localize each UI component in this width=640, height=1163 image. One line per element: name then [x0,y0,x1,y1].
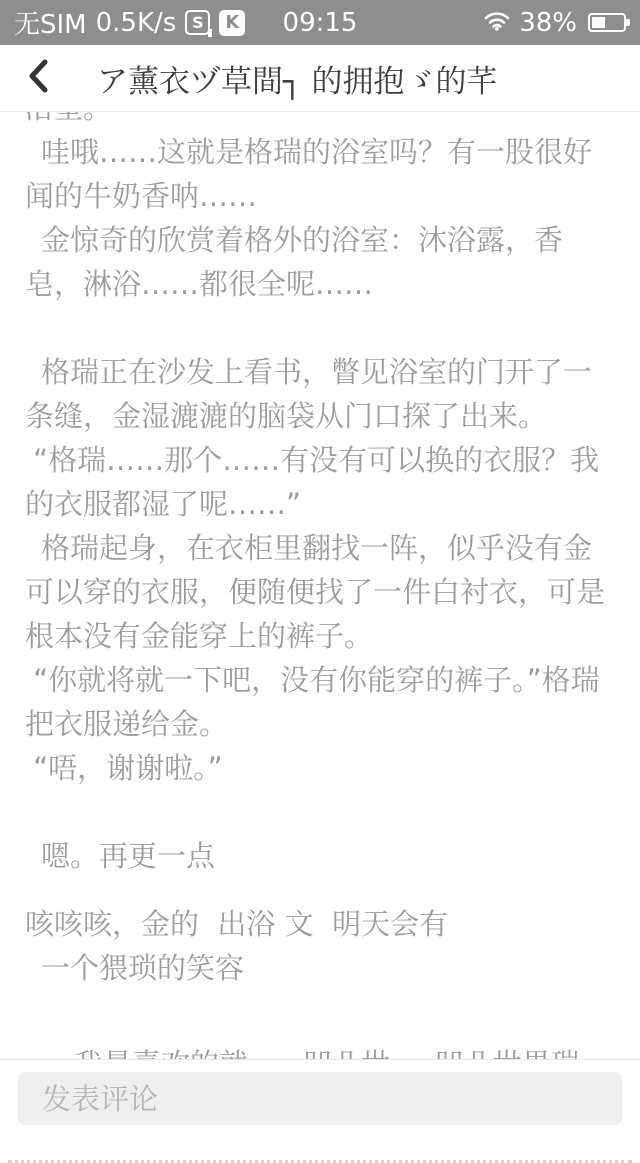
story-paragraph: 金惊奇的欣赏着格外的浴室：沐浴露，香皂，淋浴……都很全呢…… [25,223,563,301]
story-paragraph: “唔，谢谢啦。” [33,751,223,785]
network-speed-label: 0.5K/s [95,7,177,38]
story-paragraph: 一个猥琐的笑容 [40,951,244,985]
story-paragraph: 格瑞起身，在衣柜里翻找一阵，似乎没有金可以穿的衣服，便随便找了一件白衬衣，可是根本没有金能穿上的裤子。 [25,531,606,653]
k-app-icon-letter: K [225,12,240,33]
story-content [0,86,640,990]
header [0,45,640,112]
carrier-label: 无SIM [14,10,87,40]
wifi-icon [484,8,510,38]
comment-input[interactable] [18,1072,622,1125]
story-paragraph: 嗯。再更一点 [40,839,215,873]
story-paragraph: 哇哦……这就是格瑞的浴室吗？有一股很好闻的牛奶香呐…… [25,135,592,213]
battery-fill [592,17,605,28]
back-button[interactable] [20,54,55,102]
comment-bar [0,1059,640,1137]
story-paragraph: “格瑞……那个……有没有可以换的衣服？我的衣服都湿了呢……” [25,443,600,521]
story-paragraph: “你就将就一下吧，没有你能穿的裤子。”格瑞把衣服递给金。 [25,663,600,741]
status-bar [0,0,640,45]
status-right [484,8,626,38]
back-chevron-icon [26,58,49,98]
clock: 09:15 [282,7,358,38]
status-left [14,4,245,41]
sms-icon [185,10,210,35]
sms-icon-letter: S [192,13,204,32]
story-paragraph: 咳咳咳，金的 出浴 文 明天会有 [25,907,449,941]
k-app-icon [219,10,245,36]
story-paragraph: 格瑞正在沙发上看书，瞥见浴室的门开了一条缝，金湿漉漉的脑袋从门口探了出来。 [25,355,592,433]
battery-icon [588,13,626,32]
battery-percent-label: 38% [519,7,577,38]
page-title: ア薰衣ヅ草間┐ 的拥抱ゞ的芊 [97,63,498,100]
